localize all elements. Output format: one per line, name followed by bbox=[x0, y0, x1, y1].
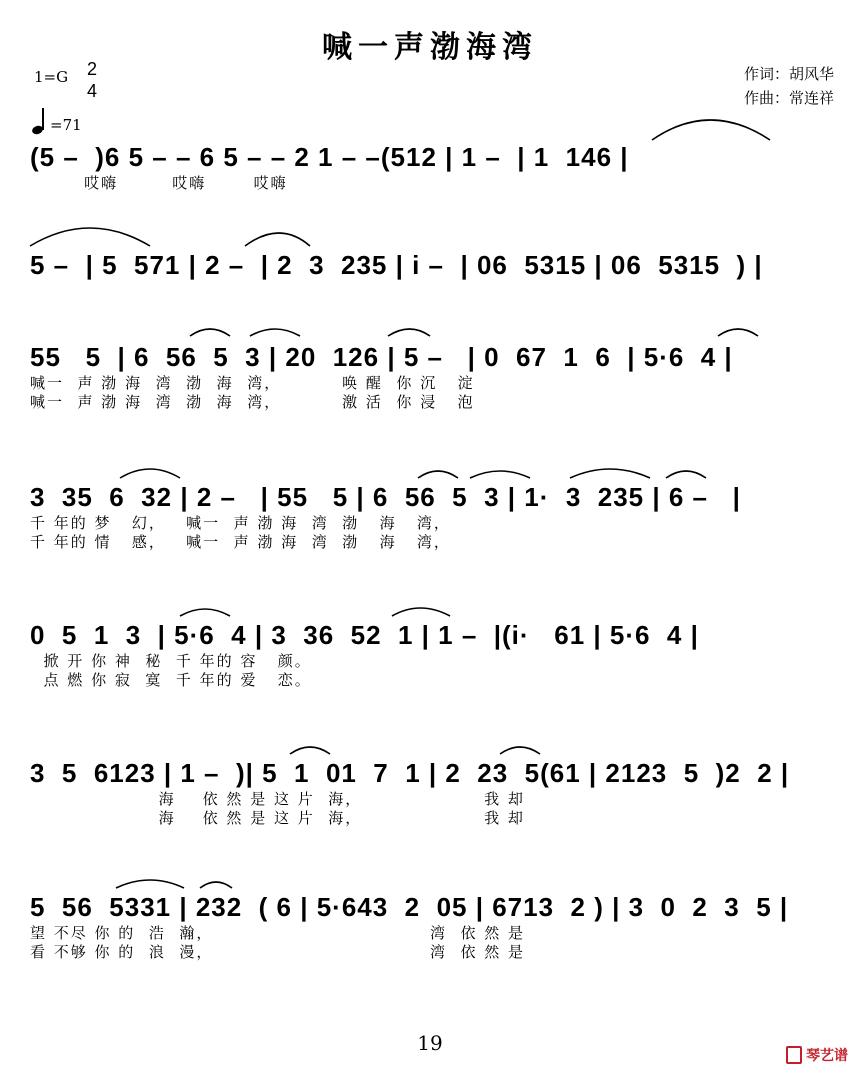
lyrics-verse-1: 海 依 然 是 这 片 海， 我 却 bbox=[30, 790, 525, 808]
lyrics-verse-1: 望 不尽 你 的 浩 瀚， 湾 依 然 是 bbox=[30, 924, 526, 942]
slur-mark bbox=[666, 471, 706, 478]
score-line-1 bbox=[30, 140, 838, 193]
lyrics-verse-1: 哎嗨 哎嗨 哎嗨 bbox=[30, 174, 288, 192]
slur-mark bbox=[250, 329, 300, 336]
notes: (5 – )6 5 – – 6 5 – – 2 1 – –(512 | 1 – | 1 146 | bbox=[30, 142, 629, 172]
lyrics-verse-2: 喊一 声 渤 海 湾 渤 海 湾， 激 活 你 浸 泡 bbox=[30, 393, 475, 411]
lyrics-verse-2: 海 依 然 是 这 片 海， 我 却 bbox=[30, 809, 525, 827]
notes: 5 56 5331 | 232 ( 6 | 5·643 2 05 | 6713 2 ) | 3 0 2 3 5 | bbox=[30, 892, 789, 922]
time-signature-bottom: 4 bbox=[86, 81, 97, 101]
slur-mark bbox=[500, 747, 540, 754]
slur-mark bbox=[418, 471, 458, 478]
tempo-value: =71 bbox=[50, 116, 82, 134]
slur-mark bbox=[388, 329, 430, 336]
slur-mark bbox=[290, 747, 330, 754]
time-signature bbox=[84, 58, 100, 102]
notes: 55 5 | 6 56 5 3 | 20 126 | 5 – | 0 67 1 6 | 5·6 4 | bbox=[30, 342, 733, 372]
slur-mark bbox=[570, 469, 650, 478]
lyrics-verse-2: 点 燃 你 寂 寞 千 年的 爱 恋。 bbox=[30, 671, 312, 689]
logo-text: 琴艺谱 bbox=[806, 1048, 848, 1064]
logo-icon bbox=[786, 1046, 802, 1064]
slur-mark bbox=[190, 329, 230, 336]
notes: 3 5 6123 | 1 – )| 5 1 01 7 1 | 2 23 5(61 | 2123 5 )2 2 | bbox=[30, 758, 790, 788]
time-signature-top: 2 bbox=[86, 59, 97, 79]
score-line-2 bbox=[30, 248, 838, 282]
lyricist: 作词：胡风华 bbox=[743, 65, 834, 83]
page-number: 19 bbox=[417, 1031, 443, 1055]
quarter-note-icon bbox=[32, 106, 46, 134]
lyrics-verse-2: 看 不够 你 的 浪 漫， 湾 依 然 是 bbox=[30, 943, 526, 961]
key-signature: 1=G bbox=[34, 68, 69, 86]
lyrics-verse-1: 喊一 声 渤 海 湾 渤 海 湾， 唤 醒 你 沉 淀 bbox=[30, 374, 475, 392]
slur-mark bbox=[245, 233, 310, 246]
lyrics-verse-2: 千 年的 情 感， 喊一 声 渤 海 湾 渤 海 湾， bbox=[30, 533, 451, 551]
score-line-6 bbox=[30, 756, 838, 828]
slur-mark bbox=[116, 880, 184, 888]
slur-mark bbox=[652, 120, 770, 140]
slur-mark bbox=[718, 329, 758, 336]
lyrics-verse-1: 掀 开 你 神 秘 千 年的 容 颜。 bbox=[30, 652, 312, 670]
notes: 3 35 6 32 | 2 – | 55 5 | 6 56 5 3 | 1· 3 235 | 6 – | bbox=[30, 482, 741, 512]
notes: 0 5 1 3 | 5·6 4 | 3 36 52 1 | 1 – |(i· 61 | 5·6 4 | bbox=[30, 620, 699, 650]
score-line-7 bbox=[30, 890, 838, 962]
slur-mark bbox=[392, 608, 450, 616]
composer: 作曲：常连祥 bbox=[743, 89, 834, 107]
tempo-marking bbox=[32, 106, 82, 134]
slur-mark bbox=[200, 882, 232, 888]
lyrics-verse-1: 千 年的 梦 幻， 喊一 声 渤 海 湾 渤 海 湾， bbox=[30, 514, 451, 532]
score-line-5 bbox=[30, 618, 838, 690]
song-title: 喊一声渤海湾 bbox=[322, 30, 538, 65]
slur-mark bbox=[180, 609, 230, 616]
score-line-3 bbox=[30, 340, 838, 412]
slur-mark bbox=[120, 469, 180, 478]
slur-mark bbox=[30, 228, 150, 246]
slur-mark bbox=[470, 471, 530, 478]
score-line-4 bbox=[30, 480, 838, 552]
site-logo bbox=[786, 1045, 848, 1065]
notes: 5 – | 5 571 | 2 – | 2 3 235 | i – | 06 5315 | 06 5315 ) | bbox=[30, 250, 763, 280]
credits bbox=[744, 62, 834, 110]
